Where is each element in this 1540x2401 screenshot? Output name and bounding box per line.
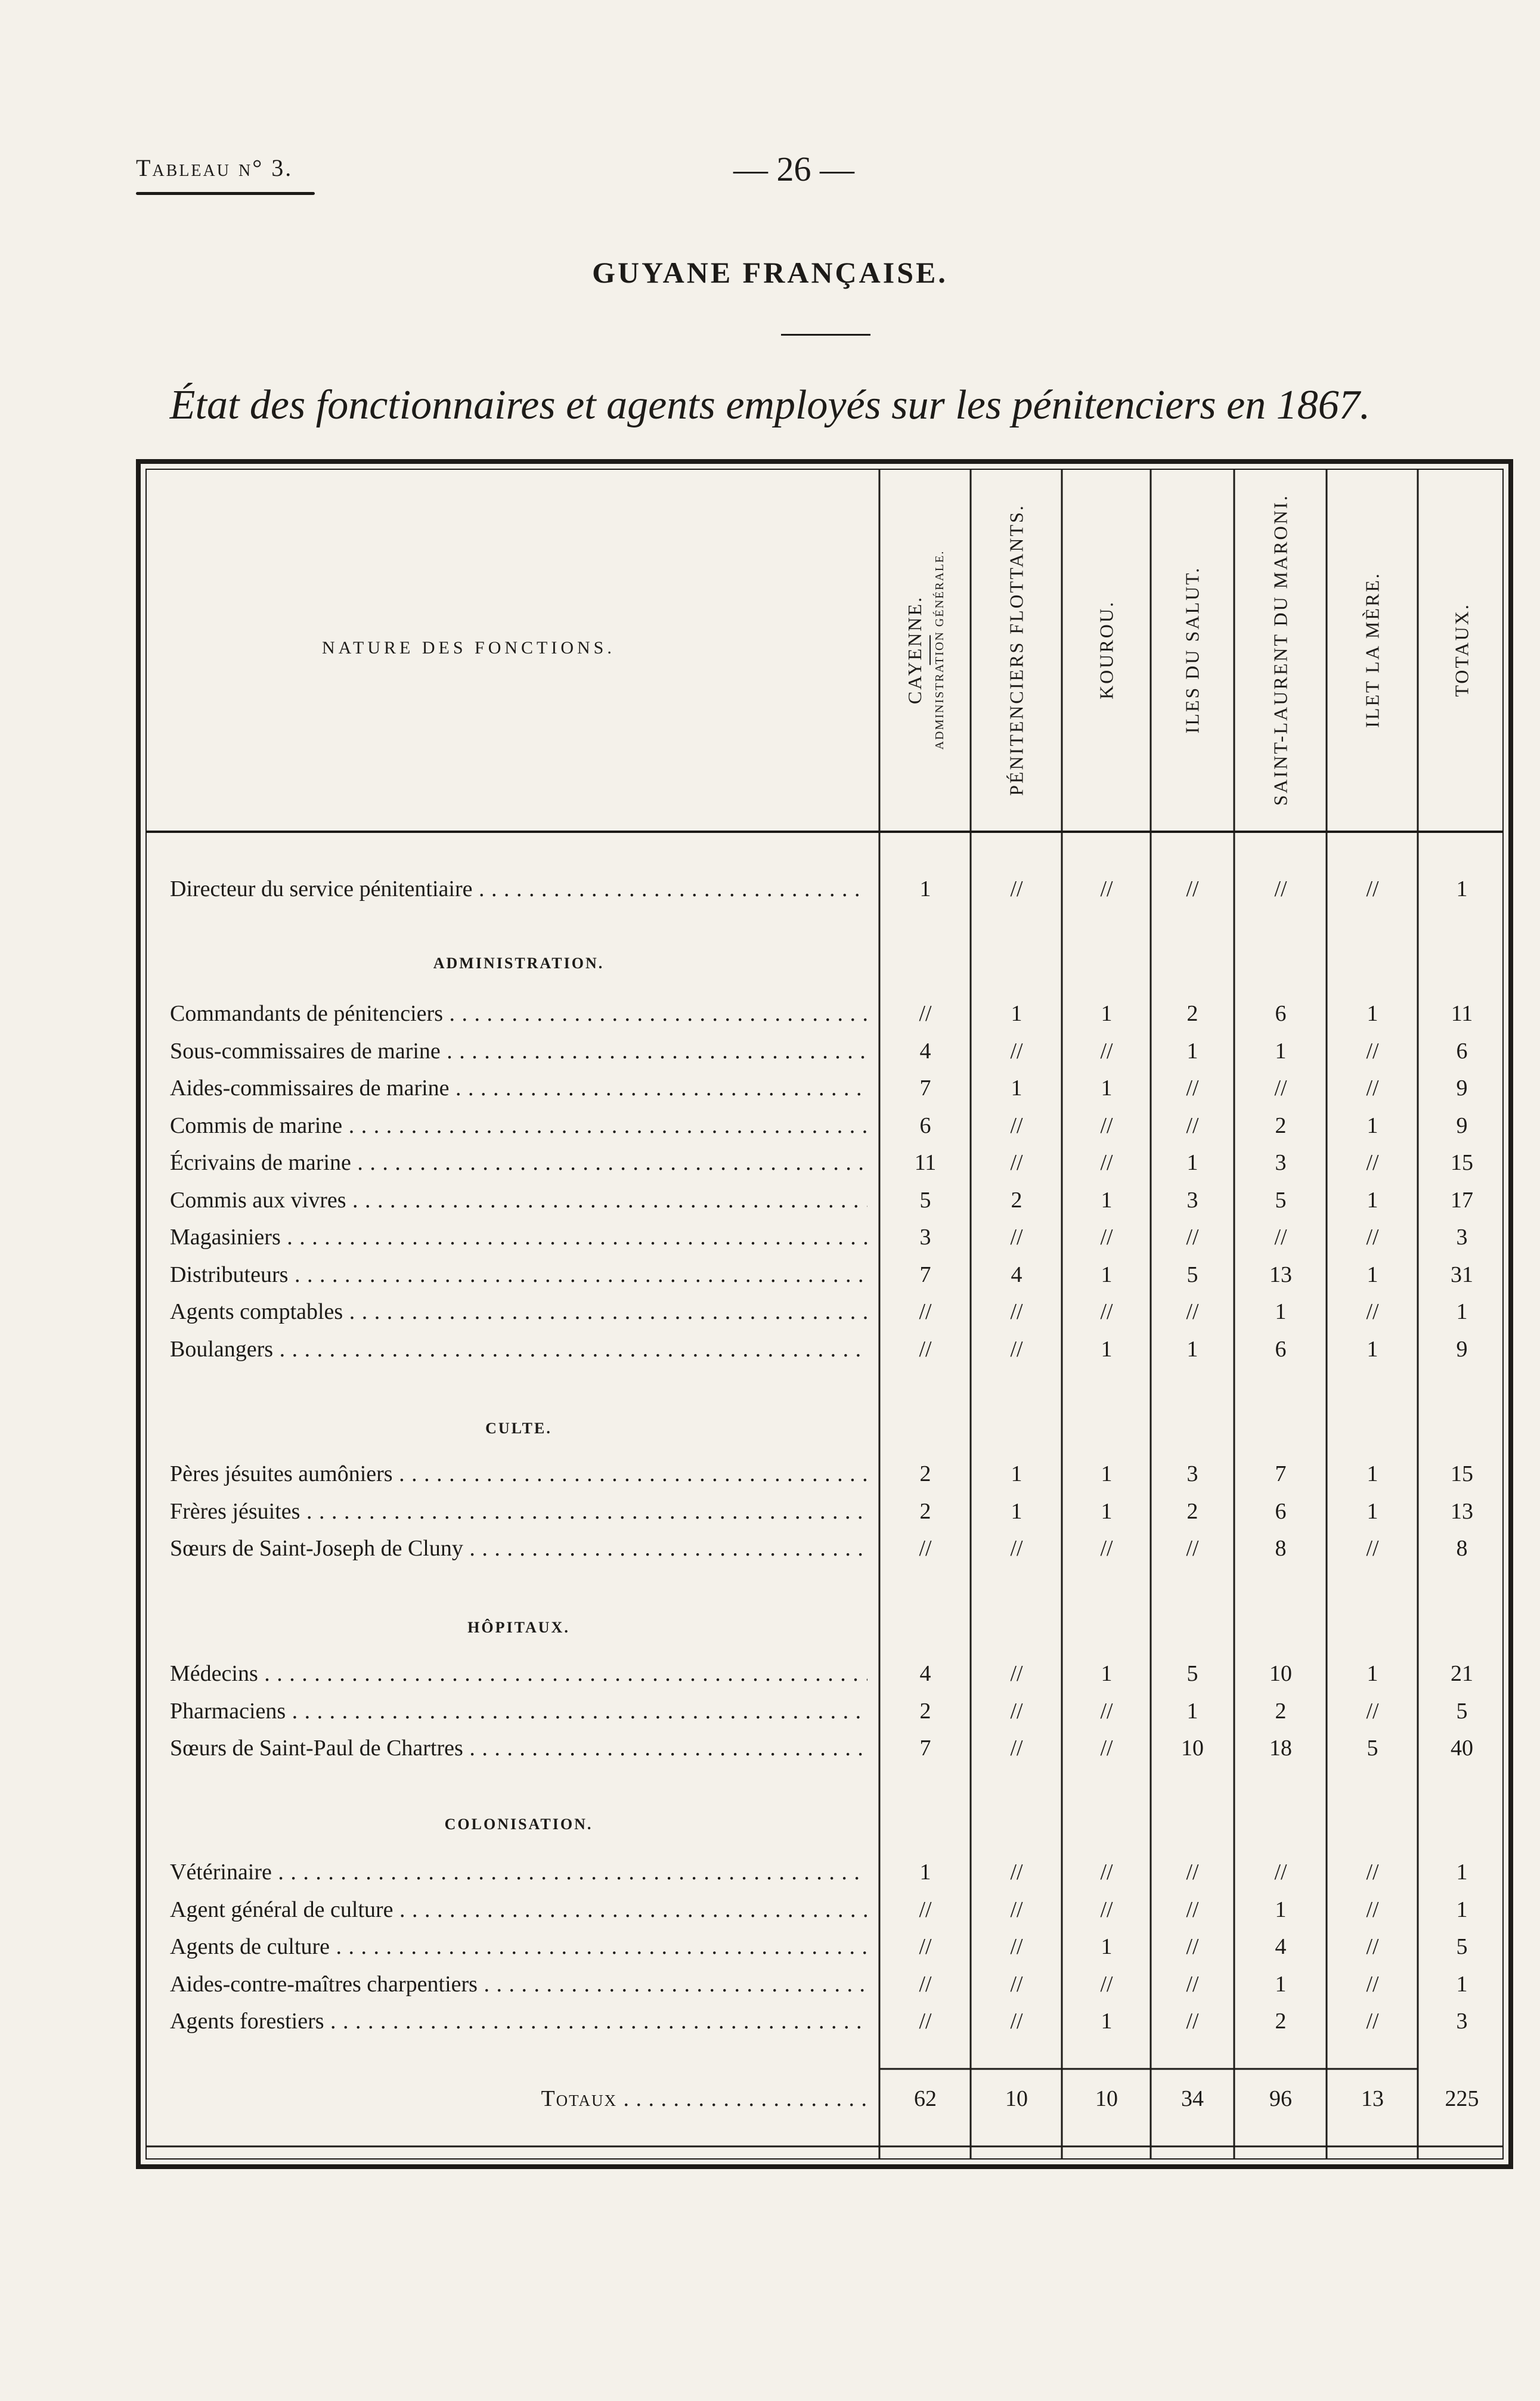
table-cell: 2 bbox=[1186, 1499, 1198, 1524]
row-label: Frères jésuites . . . bbox=[170, 1497, 867, 1526]
table-cell: // bbox=[1274, 1076, 1287, 1101]
row-label: Commis aux vivres . . . bbox=[170, 1185, 867, 1215]
column-header bbox=[1182, 566, 1204, 734]
table-cell: 1 bbox=[1367, 1661, 1378, 1686]
table-cell: // bbox=[1010, 1736, 1023, 1761]
table-cell: 1 bbox=[1186, 1337, 1198, 1362]
table-cell: // bbox=[1186, 876, 1199, 901]
table-cell: // bbox=[1366, 1536, 1379, 1561]
table-cell: 1 bbox=[1367, 1113, 1378, 1138]
table-cell: 1 bbox=[919, 876, 931, 901]
row-label: Médecins . . . bbox=[170, 1659, 867, 1689]
row-label: Sœurs de Saint-Paul de Chartres . . . bbox=[170, 1733, 867, 1763]
row-label: Pharmaciens . . . bbox=[170, 1696, 867, 1726]
totals-cell: 96 bbox=[1269, 2086, 1292, 2111]
table-cell: // bbox=[1366, 1972, 1379, 1997]
totals-cell: 62 bbox=[914, 2086, 937, 2111]
column-header-label: TOTAUX. bbox=[1451, 603, 1473, 697]
table-cell: 4 bbox=[1275, 1934, 1287, 1959]
totals-cell: 225 bbox=[1445, 2086, 1479, 2111]
nature-header: NATURE DES FONCTIONS. bbox=[322, 638, 615, 658]
table-cell: // bbox=[1010, 1972, 1023, 1997]
table-cell: 5 bbox=[1275, 1188, 1287, 1213]
table-cell: 1 bbox=[1101, 1076, 1113, 1101]
row-label: Agents de culture . . . bbox=[170, 1932, 867, 1962]
table-cell: 7 bbox=[1275, 1461, 1287, 1486]
totals-label bbox=[170, 2084, 867, 2114]
table-cell: // bbox=[1186, 1860, 1199, 1885]
table-cell: 1 bbox=[1456, 1299, 1468, 1324]
table-cell: 2 bbox=[919, 1699, 931, 1724]
table-cell: 2 bbox=[1275, 1113, 1287, 1138]
table-cell: 13 bbox=[1269, 1262, 1292, 1287]
section-heading: COLONISATION. bbox=[444, 1816, 593, 1833]
totals-cell: 34 bbox=[1181, 2086, 1204, 2111]
table-cell: // bbox=[1274, 876, 1287, 901]
table-cell: // bbox=[1366, 876, 1379, 901]
page-subtitle: État des fonctionnaires et agents employés sur les pénitenciers en 1867. bbox=[169, 382, 1371, 428]
column-header bbox=[1096, 600, 1118, 699]
table-cell: 5 bbox=[1456, 1699, 1468, 1724]
table-cell: 1 bbox=[919, 1860, 931, 1885]
table-cell: // bbox=[1010, 1225, 1023, 1250]
row-label: Sous-commissaires de marine . . . bbox=[170, 1036, 867, 1066]
table-cell: // bbox=[919, 2009, 932, 2034]
table-cell: // bbox=[1010, 1337, 1023, 1362]
table-cell: 7 bbox=[919, 1076, 931, 1101]
column-header-label: SAINT-LAURENT DU MARONI. bbox=[1269, 494, 1291, 806]
column-header bbox=[1451, 603, 1473, 696]
table-cell: 1 bbox=[1101, 1461, 1113, 1486]
table-cell: 1 bbox=[1275, 1897, 1287, 1922]
table-cell: 2 bbox=[919, 1499, 931, 1524]
table-cell: // bbox=[1366, 2009, 1379, 2034]
column-header bbox=[1362, 572, 1384, 728]
row-label: Agents comptables . . . bbox=[170, 1297, 867, 1327]
table-cell: 11 bbox=[1451, 1001, 1473, 1026]
table-cell: // bbox=[1100, 1225, 1113, 1250]
row-label: Aides-contre-maîtres charpentiers . . . bbox=[170, 1969, 867, 1999]
table-cell: 6 bbox=[1275, 1337, 1287, 1362]
table-cell: 6 bbox=[919, 1113, 931, 1138]
table-cell: 1 bbox=[1011, 1001, 1022, 1026]
table-cell: 6 bbox=[1456, 1039, 1468, 1064]
table-cell: // bbox=[1100, 876, 1113, 901]
table-cell: 11 bbox=[914, 1150, 937, 1175]
table-cell: 1 bbox=[1186, 1699, 1198, 1724]
totals-label-text: Totaux bbox=[541, 2086, 617, 2111]
table-cell: // bbox=[1010, 2009, 1023, 2034]
table-cell: 1 bbox=[1101, 1661, 1113, 1686]
table-cell: // bbox=[1366, 1225, 1379, 1250]
table-cell: 9 bbox=[1456, 1076, 1468, 1101]
table-cell: 1 bbox=[1456, 1972, 1468, 1997]
table-cell: 1 bbox=[1456, 1897, 1468, 1922]
table-cell: 1 bbox=[1367, 1499, 1378, 1524]
table-cell: 1 bbox=[1101, 2009, 1113, 2034]
table-cell: // bbox=[1010, 1039, 1023, 1064]
table-cell: // bbox=[1186, 1897, 1199, 1922]
table-cell: // bbox=[1100, 1536, 1113, 1561]
table-cell: 5 bbox=[919, 1188, 931, 1213]
table-cell: // bbox=[1010, 1113, 1023, 1138]
table-cell: // bbox=[1366, 1039, 1379, 1064]
table-cell: 4 bbox=[919, 1661, 931, 1686]
table-cell: 1 bbox=[1101, 1262, 1113, 1287]
column-header bbox=[1270, 494, 1292, 806]
table-cell: 1 bbox=[1101, 1934, 1113, 1959]
table-cell: // bbox=[1100, 1897, 1113, 1922]
table-cell: // bbox=[919, 1299, 932, 1324]
column-header-sub: ADMINISTRATION GÉNÉRALE. bbox=[933, 550, 946, 750]
table-cell: // bbox=[1186, 1076, 1199, 1101]
table-cell: 3 bbox=[1186, 1461, 1198, 1486]
table-cell: 7 bbox=[919, 1262, 931, 1287]
table-cell: // bbox=[1186, 2009, 1199, 2034]
column-header-dash bbox=[929, 635, 931, 665]
row-label: Commandants de pénitenciers . . . bbox=[170, 999, 867, 1028]
table-cell: // bbox=[1100, 1699, 1113, 1724]
row-label: Magasiniers . . . bbox=[170, 1222, 867, 1252]
table-cell: // bbox=[919, 1337, 932, 1362]
totals-cell: 13 bbox=[1361, 2086, 1384, 2111]
table-cell: 18 bbox=[1269, 1736, 1292, 1761]
column-header-label: KOUROU. bbox=[1095, 600, 1117, 699]
table-cell: 1 bbox=[1275, 1972, 1287, 1997]
table-cell: 7 bbox=[919, 1736, 931, 1761]
table-cell: 17 bbox=[1451, 1188, 1473, 1213]
table-cell: // bbox=[919, 1001, 932, 1026]
section-heading: HÔPITAUX. bbox=[467, 1619, 570, 1636]
table-cell: // bbox=[919, 1536, 932, 1561]
row-label: Directeur du service pénitentiaire . . . bbox=[170, 874, 867, 904]
title-rule bbox=[781, 334, 870, 336]
table-cell: 3 bbox=[1456, 2009, 1468, 2034]
table-cell: 2 bbox=[1275, 1699, 1287, 1724]
table-cell: // bbox=[1366, 1150, 1379, 1175]
row-label: Distributeurs . . . bbox=[170, 1260, 867, 1290]
table-cell: 2 bbox=[1186, 1001, 1198, 1026]
table-cell: 1 bbox=[1011, 1076, 1022, 1101]
table-cell: // bbox=[1010, 1661, 1023, 1686]
table-cell: 8 bbox=[1275, 1536, 1287, 1561]
row-label: Pères jésuites aumôniers . . . bbox=[170, 1459, 867, 1489]
row-label: Écrivains de marine . . . bbox=[170, 1148, 867, 1178]
table-cell: // bbox=[1366, 1076, 1379, 1101]
table-cell: // bbox=[1010, 1699, 1023, 1724]
table-cell: 1 bbox=[1275, 1299, 1287, 1324]
table-cell: // bbox=[1010, 1897, 1023, 1922]
table-cell: 1 bbox=[1101, 1499, 1113, 1524]
table-cell: 13 bbox=[1451, 1499, 1473, 1524]
table-cell: // bbox=[1366, 1897, 1379, 1922]
totals-cell: 10 bbox=[1005, 2086, 1028, 2111]
row-label: Boulangers . . . bbox=[170, 1334, 867, 1364]
table-cell: // bbox=[1186, 1225, 1199, 1250]
table-cell: // bbox=[1274, 1860, 1287, 1885]
row-label: Vétérinaire . . . bbox=[170, 1857, 867, 1887]
table-cell: // bbox=[1366, 1860, 1379, 1885]
table-cell: 40 bbox=[1451, 1736, 1473, 1761]
table-cell: 1 bbox=[1011, 1461, 1022, 1486]
table-cell: 1 bbox=[1367, 1262, 1378, 1287]
table-cell: 8 bbox=[1456, 1536, 1468, 1561]
column-header bbox=[904, 550, 947, 750]
table-cell: 1 bbox=[1367, 1337, 1378, 1362]
table-cell: 3 bbox=[1186, 1188, 1198, 1213]
table-cell: // bbox=[1010, 1150, 1023, 1175]
table-cell: 1 bbox=[1101, 1188, 1113, 1213]
totals-cell: 10 bbox=[1095, 2086, 1118, 2111]
table-cell: // bbox=[1366, 1299, 1379, 1324]
table-cell: // bbox=[1100, 1972, 1113, 1997]
table-cell: // bbox=[1366, 1934, 1379, 1959]
column-header-label: PÉNITENCIERS FLOTTANTS. bbox=[1005, 504, 1027, 796]
table-cell: // bbox=[1186, 1972, 1199, 1997]
column-header-label: CAYENNE. bbox=[904, 596, 925, 704]
table-cell: 1 bbox=[1011, 1499, 1022, 1524]
table-cell: 31 bbox=[1451, 1262, 1473, 1287]
table-cell: 1 bbox=[1101, 1001, 1113, 1026]
table-cell: // bbox=[1366, 1699, 1379, 1724]
table-cell: 9 bbox=[1456, 1113, 1468, 1138]
page-number: — 26 — bbox=[733, 150, 854, 188]
table-cell: 6 bbox=[1275, 1499, 1287, 1524]
table-cell: 1 bbox=[1186, 1150, 1198, 1175]
tableau-underline bbox=[136, 192, 315, 195]
page-title: GUYANE FRANÇAISE. bbox=[592, 256, 948, 289]
table-cell: 1 bbox=[1456, 876, 1468, 901]
table-cell: 5 bbox=[1456, 1934, 1468, 1959]
table-cell: 1 bbox=[1275, 1039, 1287, 1064]
table-cell: // bbox=[1186, 1934, 1199, 1959]
row-label: Agent général de culture . . . bbox=[170, 1895, 867, 1925]
table-cell: 5 bbox=[1367, 1736, 1378, 1761]
table-cell: 3 bbox=[1275, 1150, 1287, 1175]
table-cell: // bbox=[1100, 1860, 1113, 1885]
table-cell: // bbox=[919, 1934, 932, 1959]
table-cell: // bbox=[1100, 1113, 1113, 1138]
table-cell: // bbox=[1100, 1299, 1113, 1324]
table-cell: // bbox=[1186, 1113, 1199, 1138]
table-cell: 10 bbox=[1181, 1736, 1204, 1761]
table-cell: // bbox=[919, 1897, 932, 1922]
table-cell: 5 bbox=[1186, 1262, 1198, 1287]
section-heading: CULTE. bbox=[485, 1420, 552, 1437]
row-label: Aides-commissaires de marine . . . bbox=[170, 1073, 867, 1103]
table-cell: // bbox=[1010, 1299, 1023, 1324]
table-cell: 1 bbox=[1367, 1461, 1378, 1486]
table-cell: // bbox=[1010, 876, 1023, 901]
table-cell: 9 bbox=[1456, 1337, 1468, 1362]
table-cell: // bbox=[1100, 1150, 1113, 1175]
table-cell: // bbox=[1010, 1934, 1023, 1959]
table-cell: // bbox=[1100, 1736, 1113, 1761]
section-heading: ADMINISTRATION. bbox=[433, 955, 605, 972]
table-cell: // bbox=[1100, 1039, 1113, 1064]
column-header bbox=[1006, 504, 1028, 796]
row-label: Commis de marine . . . bbox=[170, 1111, 867, 1141]
row-label: Sœurs de Saint-Joseph de Cluny . . . bbox=[170, 1533, 867, 1563]
table-cell: // bbox=[919, 1972, 932, 1997]
totals-leader-dots: . . . . . . . . . . . . . . . . . . . . bbox=[617, 2086, 867, 2111]
table-cell: 2 bbox=[1011, 1188, 1022, 1213]
table-cell: 15 bbox=[1451, 1461, 1473, 1486]
table-cell: 1 bbox=[1367, 1188, 1378, 1213]
table-cell: // bbox=[1010, 1536, 1023, 1561]
table-cell: 5 bbox=[1186, 1661, 1198, 1686]
column-header-label: ILES DU SALUT. bbox=[1181, 566, 1203, 734]
table-cell: 2 bbox=[919, 1461, 931, 1486]
table-cell: 2 bbox=[1275, 2009, 1287, 2034]
table-cell: 4 bbox=[919, 1039, 931, 1064]
table-cell: 6 bbox=[1275, 1001, 1287, 1026]
table-cell: 4 bbox=[1011, 1262, 1022, 1287]
table-cell: 1 bbox=[1456, 1860, 1468, 1885]
table-cell: 1 bbox=[1101, 1337, 1113, 1362]
table-cell: // bbox=[1274, 1225, 1287, 1250]
table-cell: // bbox=[1186, 1536, 1199, 1561]
table-cell: // bbox=[1010, 1860, 1023, 1885]
table-cell: 15 bbox=[1451, 1150, 1473, 1175]
table-cell: 3 bbox=[919, 1225, 931, 1250]
table-cell: 3 bbox=[1456, 1225, 1468, 1250]
table-cell: 10 bbox=[1269, 1661, 1292, 1686]
column-header-label: ILET LA MÈRE. bbox=[1361, 572, 1383, 728]
row-label: Agents forestiers . . . bbox=[170, 2006, 867, 2036]
table-cell: 21 bbox=[1451, 1661, 1473, 1686]
table-cell: // bbox=[1186, 1299, 1199, 1324]
tableau-label: Tableau n° 3. bbox=[136, 154, 293, 181]
table-cell: 1 bbox=[1367, 1001, 1378, 1026]
table-cell: 1 bbox=[1186, 1039, 1198, 1064]
